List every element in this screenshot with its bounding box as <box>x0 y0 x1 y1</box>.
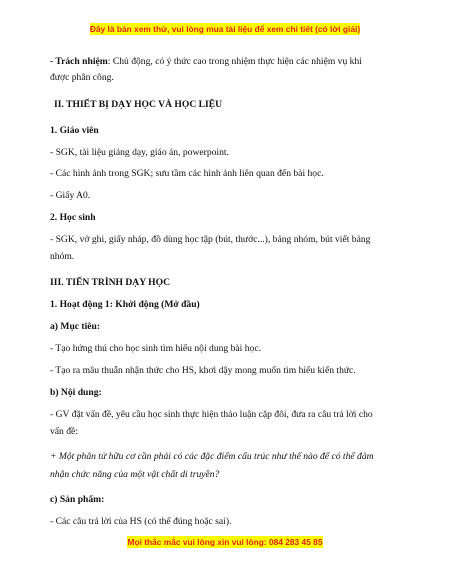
trach-nhiem-text: : Chủ động, có ý thức cao trong nhiệm thực hiện các nhiệm vụ khi <box>107 56 362 67</box>
trach-nhiem-label: - Trách nhiệm <box>50 56 108 67</box>
noi-dung-item: - GV đặt vấn đề, yêu cầu học sinh thực hiện thảo luận cặp đôi, đưa ra câu trả lời cho <box>50 409 373 420</box>
hoc-sinh-item-continuation: nhóm. <box>50 251 75 262</box>
hoc-sinh-item: - SGK, vở ghi, giấy nháp, đồ dùng học tập (bút, thước...), bảng nhóm, bút viết bảng <box>50 234 371 245</box>
giao-vien-item: - Các hình ảnh trong SGK; sưu tầm các hình ảnh liên quan đến bài học. <box>50 168 324 179</box>
muc-tieu-heading: a) Mục tiêu: <box>50 321 101 332</box>
muc-tieu-item: - Tạo hứng thú cho học sinh tìm hiểu nội dung bài học. <box>50 343 261 354</box>
giao-vien-item: - SGK, tài liệu giảng dạy, giáo án, powerpoint. <box>50 147 229 158</box>
guiding-question-continuation: nhận chức năng của một vật chất di truyền? <box>50 469 220 480</box>
contact-banner <box>0 537 450 547</box>
noi-dung-heading: b) Nội dung: <box>50 387 102 398</box>
preview-notice-banner <box>0 24 450 34</box>
noi-dung-item-continuation: vấn đề: <box>50 426 78 437</box>
trach-nhiem-continuation: được phân công. <box>50 72 114 83</box>
section-3-heading: III. TIẾN TRÌNH DẠY HỌC <box>50 277 171 288</box>
section-2-heading: II. THIẾT BỊ DẠY HỌC VÀ HỌC LIỆU <box>54 99 223 110</box>
san-pham-item: - Các câu trả lời của HS (có thể đúng hoặc sai). <box>50 516 232 527</box>
hoat-dong-1-heading: 1. Hoạt động 1: Khởi động (Mở đầu) <box>50 299 200 310</box>
hoc-sinh-heading: 2. Học sinh <box>50 212 96 223</box>
giao-vien-item: - Giấy A0. <box>50 190 91 201</box>
giao-vien-heading: 1. Giáo viên <box>50 125 99 136</box>
muc-tieu-item: - Tạo ra mâu thuẫn nhận thức cho HS, khơi dậy mong muốn tìm hiểu kiến thức. <box>50 365 356 376</box>
san-pham-heading: c) Sản phẩm: <box>50 494 105 505</box>
preview-notice-text: Đây là bản xem thử, vui lòng mua tài liệu để xem chi tiết (có lời giải) <box>89 24 361 34</box>
guiding-question: + Một phân tử hữu cơ cần phải có các đặc điểm cấu trúc như thế nào để có thể đảm <box>50 451 374 462</box>
contact-text: Mọi thắc mắc vui lòng xin vui lòng: 084 283 45 85 <box>127 537 323 547</box>
trach-nhiem-line <box>50 56 408 68</box>
